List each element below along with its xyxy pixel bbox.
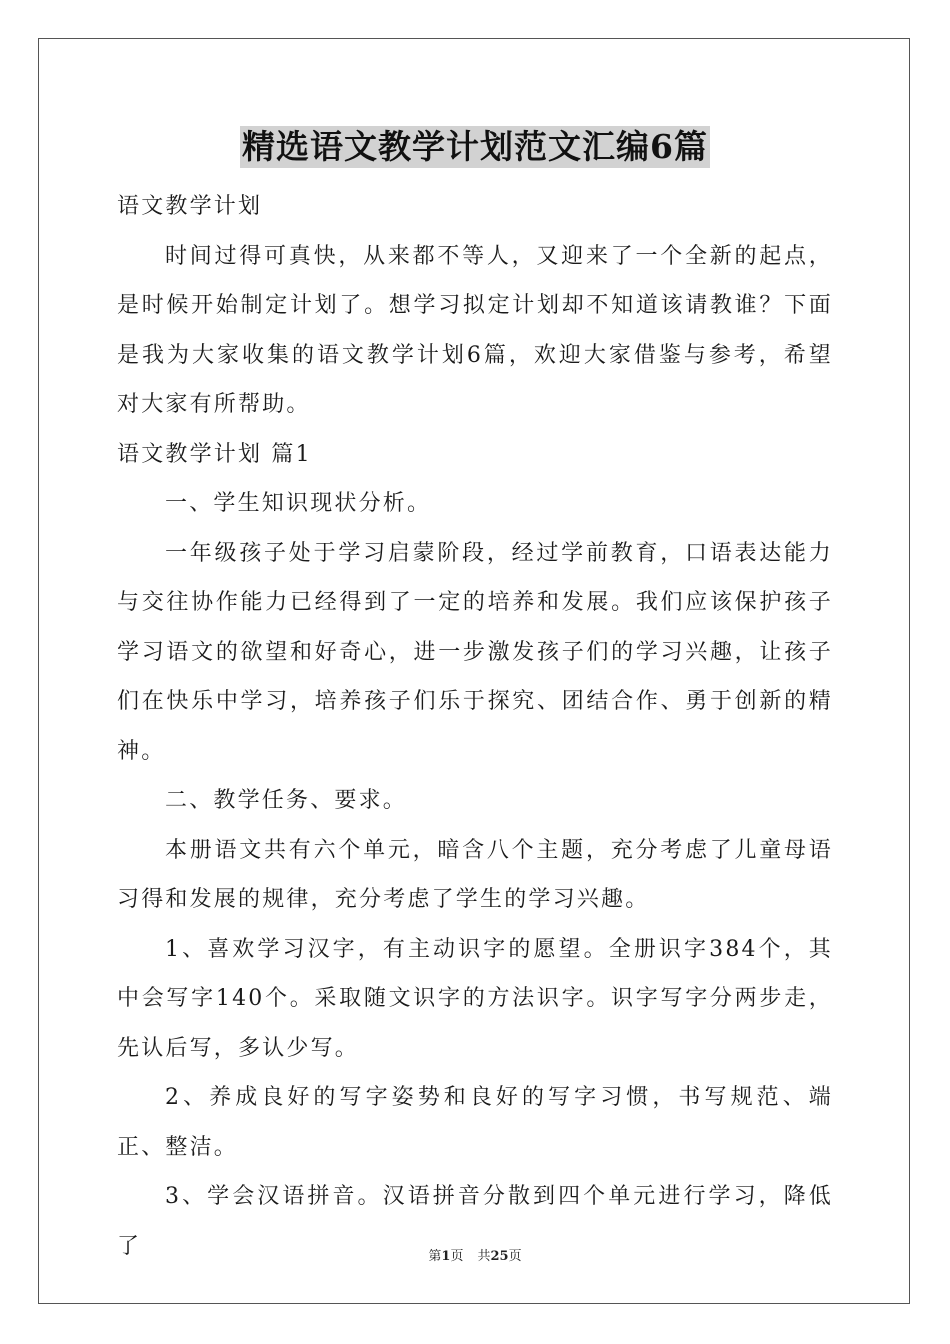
document-title: 精选语文教学计划范文汇编6篇 <box>242 127 708 166</box>
document-body <box>117 182 833 1271</box>
page-prefix: 第 <box>428 1249 442 1264</box>
total-suffix: 页 <box>508 1249 522 1264</box>
title-container <box>0 126 950 168</box>
total-pages: 25 <box>490 1249 509 1264</box>
list-item-paragraph: 1、喜欢学习汉字，有主动识字的愿望。全册识字384个，其中会写字140个。采取随文识字的方法识字。识字写字分两步走，先认后写，多认少写。 <box>117 936 833 1061</box>
page-number: 1 <box>441 1249 451 1264</box>
body-paragraph: 一年级孩子处于学习启蒙阶段，经过学前教育，口语表达能力与交往协作能力已经得到了一定的培养和发展。我们应该保护孩子学习语文的欲望和好奇心，进一步激发孩子们的学习兴趣，让孩子们在快乐中学习，培养孩子们乐于探究、团结合作、勇于创新的精神。 <box>117 540 833 764</box>
section-heading: 语文教学计划 <box>117 194 263 219</box>
list-item-paragraph: 2、养成良好的写字姿势和良好的写字习惯，书写规范、端正、整洁。 <box>117 1085 833 1160</box>
subheading-paragraph: 二、教学任务、要求。 <box>165 788 408 813</box>
body-paragraph: 本册语文共有六个单元，暗含八个主题，充分考虑了儿童母语习得和发展的规律，充分考虑了学生的学习兴趣。 <box>117 837 833 912</box>
list-item-paragraph: 3、学会汉语拼音。汉语拼音分散到四个单元进行学习，降低了 <box>117 1184 833 1259</box>
page-footer <box>0 1248 950 1266</box>
section-heading: 语文教学计划 篇1 <box>117 441 312 467</box>
page-suffix: 页 <box>450 1249 464 1264</box>
subheading-paragraph: 一、学生知识现状分析。 <box>165 491 432 516</box>
intro-paragraph: 时间过得可真快，从来都不等人，又迎来了一个全新的起点，是时候开始制定计划了。想学习拟定计划却不知道该请教谁？下面是我为大家收集的语文教学计划6篇，欢迎大家借鉴与参考，希望对大家有所帮助。 <box>117 243 833 417</box>
total-prefix: 共 <box>477 1249 491 1264</box>
